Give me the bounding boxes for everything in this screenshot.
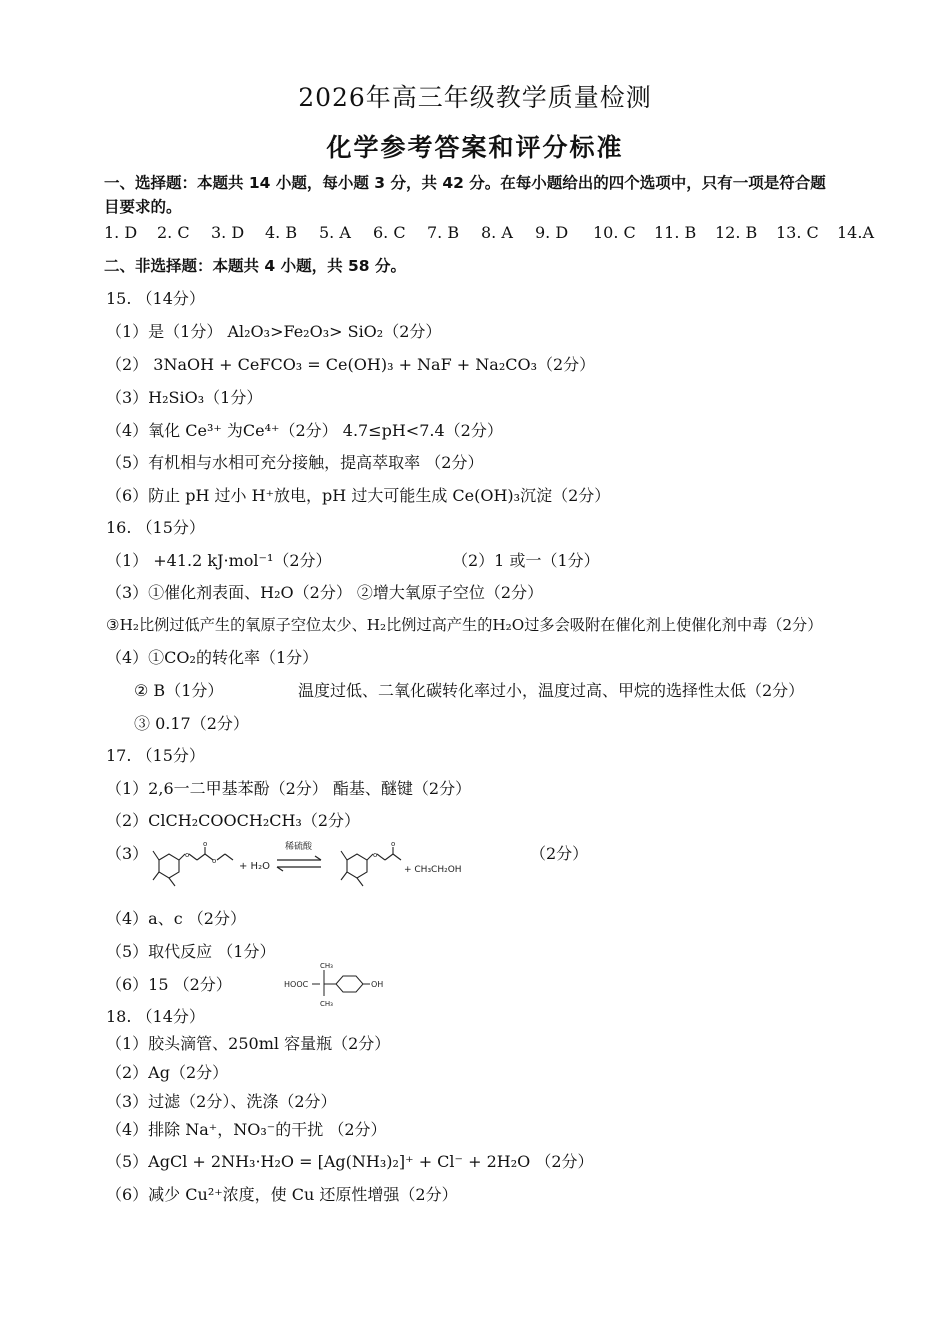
answer-item: 9. D [535, 223, 569, 242]
q17-heading: 17. （15分） [106, 746, 205, 765]
q16-line: ② B（1分） [134, 681, 224, 700]
q17-line: （4）a、c （2分） [106, 909, 246, 928]
q16-line: （3）①催化剂表面、H₂O（2分） ②增大氧原子空位（2分） [106, 583, 544, 602]
q15-line: （4）氧化 Ce³⁺ 为Ce⁴⁺（2分） 4.7≤pH<7.4（2分） [106, 421, 503, 440]
answer-item: 5. A [319, 223, 351, 242]
q17-line: （2）ClCH₂COOCH₂CH₃（2分） [106, 811, 361, 830]
q15-line: （6）防止 pH 过小 H⁺放电，pH 过大可能生成 Ce(OH)₃沉淀（2分） [106, 486, 611, 505]
plus-water: + H₂O [239, 861, 270, 872]
q16-line: ③H₂比例过低产生的氧原子空位太少、H₂比例过高产生的H₂O过多会吸附在催化剂上使催化剂中毒（2分） [106, 616, 823, 634]
answer-item: 4. B [265, 223, 298, 242]
part2-heading: 二、非选择题：本题共 4 小题，共 58 分。 [104, 257, 406, 275]
q17-line: （6）15 （2分） [106, 975, 232, 994]
q16-heading: 16. （15分） [106, 518, 205, 537]
answer-item: 13. C [776, 223, 819, 242]
svg-text:o: o [373, 851, 378, 859]
q17-line: （5）取代反应 （1分） [106, 942, 276, 961]
struct-hooc: HOOC [284, 980, 309, 989]
q16-line: ③ 0.17（2分） [134, 714, 249, 733]
page-subtitle: 化学参考答案和评分标准 [326, 133, 624, 162]
q15-heading: 15. （14分） [106, 289, 205, 308]
reaction-scheme [145, 838, 485, 900]
q16-line: 温度过低、二氧化碳转化率过小，温度过高、甲烷的选择性太低（2分） [298, 681, 805, 700]
isomer-structure [282, 958, 392, 1014]
q16-line: （2）1 或一（1分） [452, 551, 600, 570]
q18-line: （5）AgCl + 2NH₃·H₂O = [Ag(NH₃)₂]⁺ + Cl⁻ + 2H₂O （2分） [106, 1152, 594, 1171]
reaction-condition: 稀硫酸 [285, 842, 313, 852]
answer-item: 6. C [373, 223, 406, 242]
struct-oh: OH [371, 980, 384, 989]
q18-line: （6）减少 Cu²⁺浓度，使 Cu 还原性增强（2分） [106, 1185, 458, 1204]
answer-item: 10. C [593, 223, 636, 242]
struct-ch3-top: CH₃ [320, 962, 333, 970]
q15-line: （3）H₂SiO₃（1分） [106, 388, 263, 407]
equilibrium-arrow [277, 856, 321, 871]
svg-text:o: o [391, 840, 396, 848]
answer-item: 12. B [715, 223, 758, 242]
answer-item: 3. D [211, 223, 245, 242]
part1-heading-line2: 目要求的。 [104, 198, 182, 216]
answer-item: 1. D [104, 223, 138, 242]
q16-line: （4）①CO₂的转化率（1分） [106, 648, 319, 667]
q17-line: （1）2,6一二甲基苯酚（2分） 酯基、醚键（2分） [106, 779, 472, 798]
svg-text:o: o [185, 851, 190, 859]
answer-item: 14.A [837, 223, 874, 242]
q15-line: （2） 3NaOH + CeFCO₃ = Ce(OH)₃ + NaF + Na₂CO₃（2分） [106, 355, 596, 374]
answer-item: 7. B [427, 223, 460, 242]
q16-line: （1） +41.2 kJ·mol⁻¹（2分） [106, 551, 332, 570]
q18-heading: 18. （14分） [106, 1007, 205, 1026]
answer-item: 2. C [157, 223, 190, 242]
q15-line: （1）是（1分） Al₂O₃>Fe₂O₃> SiO₂（2分） [106, 322, 442, 341]
reactant-structure [153, 847, 233, 886]
q18-line: （1）胶头滴管、250ml 容量瓶（2分） [106, 1034, 391, 1053]
answer-item: 11. B [654, 223, 697, 242]
q18-line: （4）排除 Na⁺，NO₃⁻的干扰 （2分） [106, 1120, 387, 1139]
q17-reaction-label: （3） [106, 844, 149, 863]
choice-answers [104, 222, 874, 244]
struct-ch3-bottom: CH₃ [320, 1000, 333, 1008]
page-title: 2026年高三年级教学质量检测 [298, 83, 652, 112]
q15-line: （5）有机相与水相可充分接触，提高萃取率 （2分） [106, 453, 484, 472]
q18-line: （3）过滤（2分）、洗涤（2分） [106, 1092, 337, 1111]
part1-heading-line1: 一、选择题：本题共 14 小题，每小题 3 分，共 42 分。在每小题给出的四个选项中，只有一项是符合题 [104, 174, 826, 192]
q17-line: （2分） [530, 844, 589, 863]
product2: + CH₃CH₂OH [404, 865, 462, 875]
svg-text:o: o [212, 857, 217, 865]
q18-line: （2）Ag（2分） [106, 1063, 229, 1082]
answer-item: 8. A [481, 223, 513, 242]
product-structure [341, 847, 401, 886]
svg-text:o: o [203, 840, 208, 848]
